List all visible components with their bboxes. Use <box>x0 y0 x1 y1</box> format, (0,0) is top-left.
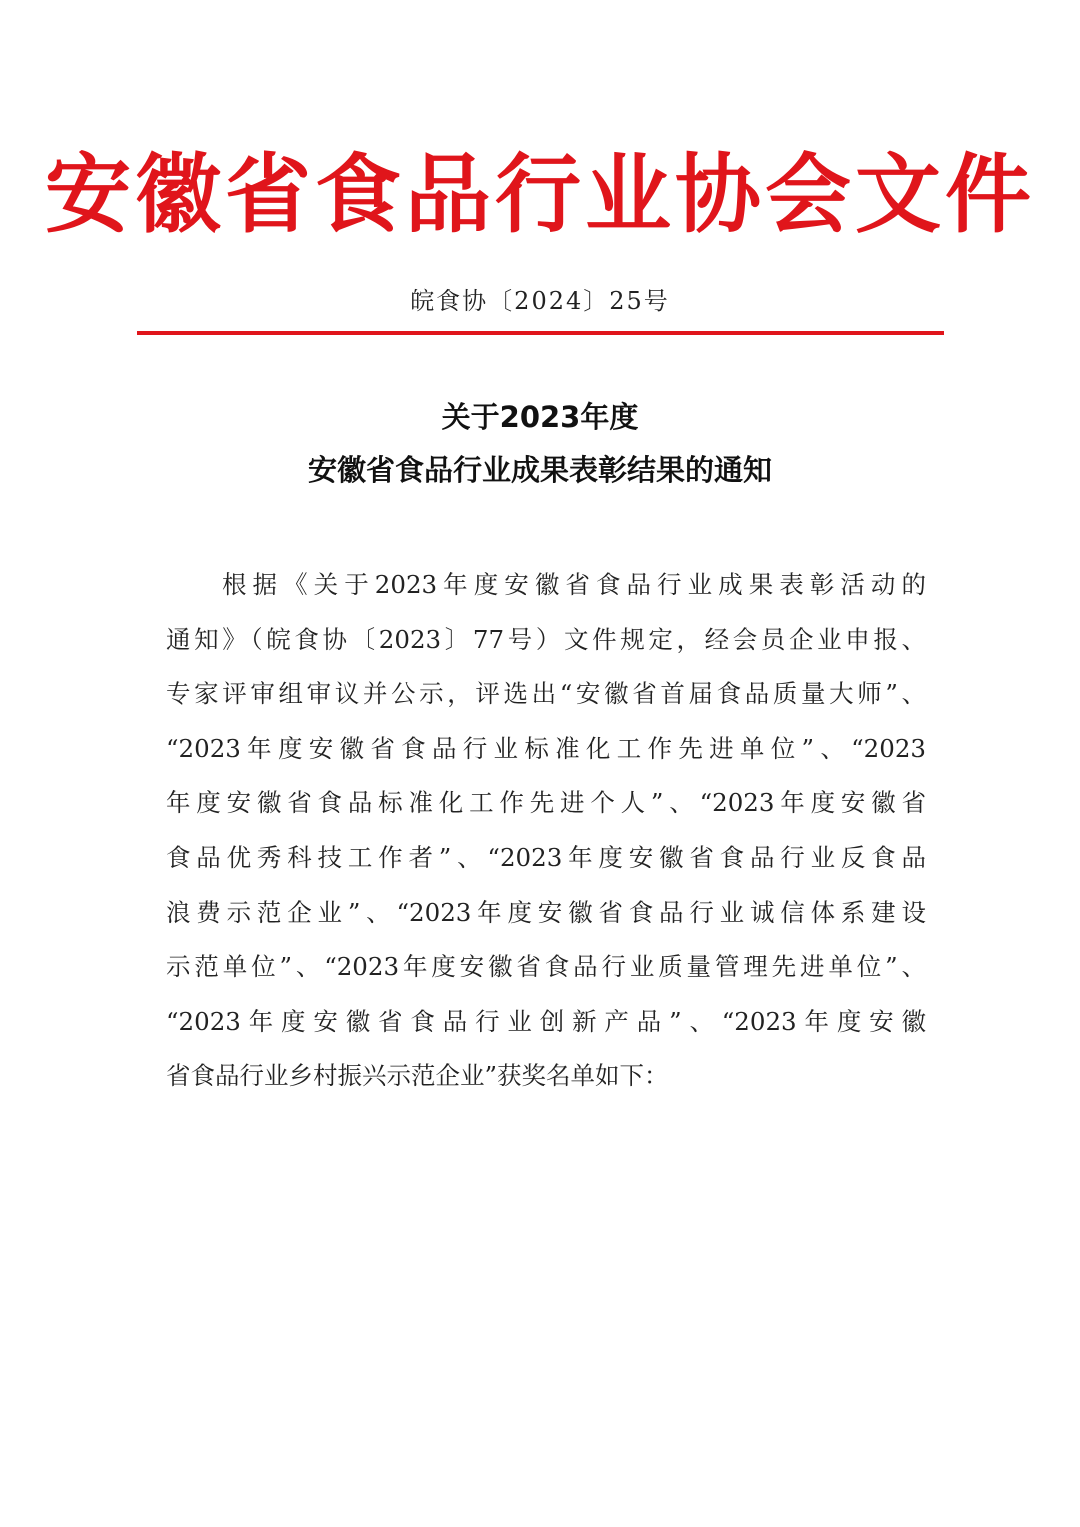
body-line: “2023年度安徽省食品行业标准化工作先进单位”、“2023 <box>166 733 926 763</box>
body-line: 浪费示范企业”、“2023年度安徽省食品行业诚信体系建设 <box>166 897 926 927</box>
red-divider-line <box>137 331 944 335</box>
body-line: 年度安徽省食品标准化工作先进个人”、“2023年度安徽省 <box>166 788 926 818</box>
document-number: 皖食协〔2024〕25号 <box>410 287 670 315</box>
body-line: 通知》（皖食协〔2023〕77号）文件规定，经会员企业申报、 <box>166 624 926 654</box>
notice-title-line-2: 安徽省食品行业成果表彰结果的通知 <box>307 453 772 487</box>
organization-header-title: 安徽省食品行业协会文件 <box>45 144 1035 245</box>
body-line: 示范单位”、“2023年度安徽省食品行业质量管理先进单位”、 <box>166 952 926 982</box>
body-line: 食品优秀科技工作者”、“2023年度安徽省食品行业反食品 <box>166 842 926 872</box>
notice-title-line-1: 关于2023年度 <box>441 400 639 434</box>
body-line: 专家评审组审议并公示，评选出“安徽省首届食品质量大师”、 <box>166 679 926 709</box>
notice-body <box>166 558 926 1104</box>
body-line: 根据《关于2023年度安徽省食品行业成果表彰活动的 <box>222 570 926 599</box>
body-line: “2023年度安徽省食品行业创新产品”、“2023年度安徽 <box>166 1006 926 1036</box>
body-line: 省食品行业乡村振兴示范企业”获奖名单如下： <box>166 1061 669 1091</box>
